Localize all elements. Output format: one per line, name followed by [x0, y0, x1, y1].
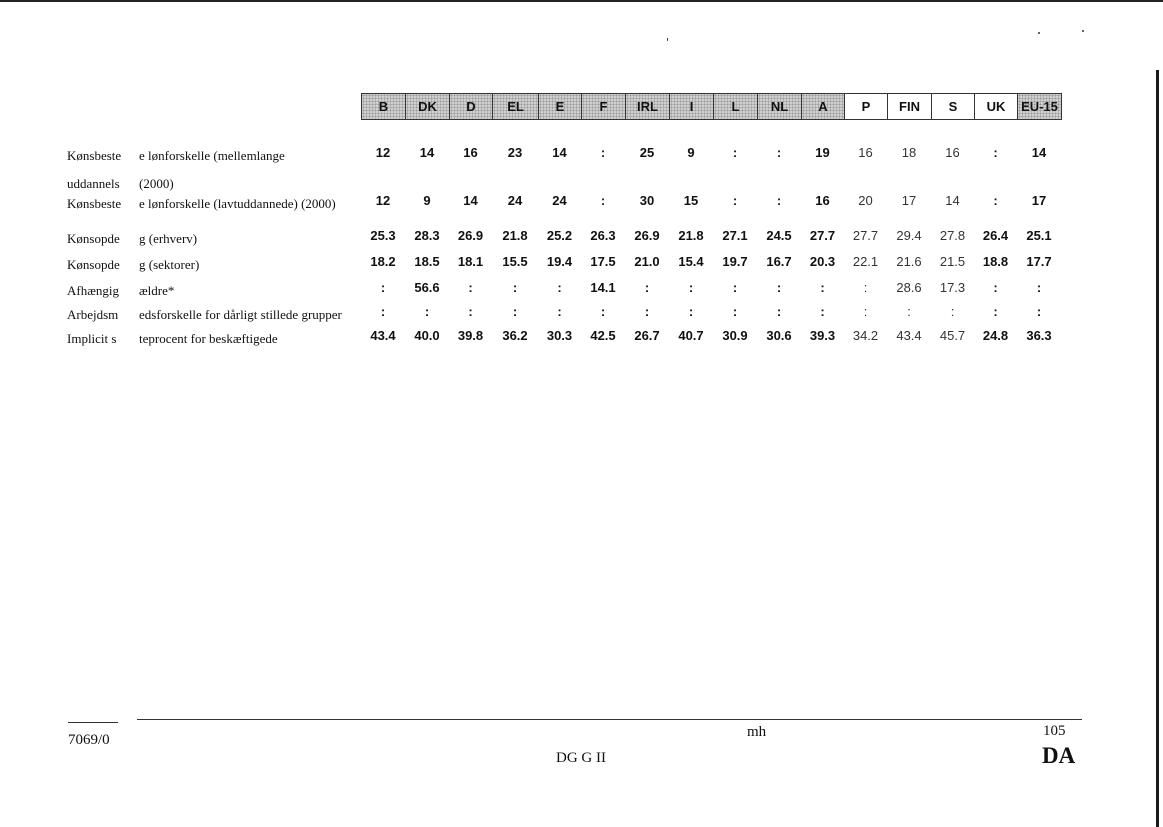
- column-header: NL: [758, 93, 802, 120]
- table-cell: 17.3: [939, 280, 966, 295]
- table-cell: 17.5: [590, 254, 616, 269]
- row-label: [67, 176, 174, 192]
- table-cell: :: [1036, 304, 1042, 319]
- row-label-start: Kønsbeste: [67, 196, 122, 211]
- table-cell: 16: [945, 145, 960, 160]
- table-cell: 29.4: [896, 228, 922, 243]
- table-cell: 26.4: [982, 228, 1009, 243]
- table-cell: :: [424, 304, 430, 319]
- table-cell: 30.9: [722, 328, 748, 343]
- row-label: [67, 283, 174, 299]
- row-label: [67, 148, 285, 164]
- column-header: F: [582, 93, 626, 120]
- table-cell: 14: [1031, 145, 1047, 160]
- footer-rule-long: [137, 719, 1082, 720]
- table-cell: 27.1: [722, 228, 748, 243]
- table-cell: :: [993, 193, 998, 208]
- table-cell: :: [776, 304, 782, 319]
- column-header: A: [802, 93, 845, 120]
- table-cell: 43.4: [896, 328, 922, 343]
- table-cell: 9: [687, 145, 695, 160]
- table-cell: 26.9: [634, 228, 660, 243]
- directorate-label: DG G II: [556, 750, 606, 766]
- language-code: DA: [1042, 743, 1076, 768]
- row-label-start: Kønsopde: [67, 257, 120, 272]
- row-label-end: e lønforskelle (lavtuddannede) (2000): [139, 196, 336, 211]
- table-cell: 30: [639, 193, 655, 208]
- row-label-start: Kønsbeste: [67, 148, 122, 163]
- table-cell: 27.7: [809, 228, 836, 243]
- top-border-rule: [0, 0, 1163, 2]
- column-header: L: [714, 93, 758, 120]
- table-row: [361, 145, 1061, 160]
- table-cell: 18: [901, 145, 917, 160]
- table-cell: :: [644, 304, 650, 319]
- table-cell: 27.7: [852, 228, 879, 243]
- table-cell: 18.8: [982, 254, 1009, 269]
- table-row: [361, 304, 1061, 319]
- table-cell: :: [950, 304, 955, 319]
- table-cell: 39.3: [809, 328, 836, 343]
- row-label-end: g (sektorer): [139, 257, 200, 272]
- table-cell: 43.4: [370, 328, 396, 343]
- table-cell: 9: [423, 193, 431, 208]
- table-cell: 21.6: [896, 254, 922, 269]
- table-cell: 14: [552, 145, 567, 160]
- table-row: [361, 328, 1061, 343]
- column-header: D: [450, 93, 493, 120]
- table-cell: 14: [945, 193, 960, 208]
- column-header: FIN: [888, 93, 932, 120]
- table-cell: 28.3: [414, 228, 440, 243]
- table-cell: 18.1: [457, 254, 484, 269]
- table-cell: 22.1: [852, 254, 879, 269]
- table-cell: :: [732, 280, 738, 295]
- table-cell: :: [512, 280, 518, 295]
- table-cell: 18.5: [414, 254, 440, 269]
- column-header: EL: [493, 93, 539, 120]
- table-cell: :: [688, 304, 694, 319]
- table-cell: :: [468, 280, 473, 295]
- table-row: [361, 228, 1061, 243]
- table-cell: 18.2: [370, 254, 396, 269]
- table-cell: 40.7: [678, 328, 704, 343]
- table-cell: 16: [463, 145, 478, 160]
- table-cell: 14.1: [590, 280, 616, 295]
- table-cell: 39.8: [457, 328, 484, 343]
- table-cell: :: [557, 280, 562, 295]
- table-cell: 45.7: [939, 328, 966, 343]
- table-cell: 12: [375, 193, 391, 208]
- table-cell: :: [993, 304, 998, 319]
- table-cell: 34.2: [852, 328, 879, 343]
- table-cell: :: [820, 280, 825, 295]
- table-cell: 15.4: [678, 254, 704, 269]
- table-cell: 36.2: [502, 328, 528, 343]
- table-cell: 16: [858, 145, 873, 160]
- row-label-start: Arbejdsm: [67, 307, 119, 322]
- table-cell: :: [380, 280, 386, 295]
- country-header-row: [361, 93, 1062, 120]
- table-row: [361, 280, 1061, 295]
- table-cell: 42.5: [590, 328, 616, 343]
- table-cell: :: [732, 304, 738, 319]
- page-number: 105: [1043, 723, 1066, 739]
- table-cell: 30.3: [546, 328, 573, 343]
- row-label: [67, 331, 278, 347]
- table-cell: :: [1036, 280, 1042, 295]
- table-cell: 25.2: [546, 228, 573, 243]
- table-cell: 14: [463, 193, 478, 208]
- table-cell: :: [380, 304, 386, 319]
- table-cell: 16.7: [766, 254, 792, 269]
- table-cell: 12: [375, 145, 391, 160]
- column-header: B: [361, 93, 406, 120]
- column-header: IRL: [626, 93, 670, 120]
- row-label-start: Implicit s: [67, 331, 117, 346]
- row-label-end: edsforskelle for dårligt stillede grupper: [139, 307, 342, 322]
- table-cell: 15: [683, 193, 699, 208]
- row-label-end: (2000): [139, 176, 174, 191]
- row-label-start: uddannels: [67, 176, 120, 191]
- table-cell: :: [993, 145, 998, 160]
- table-row: [361, 254, 1061, 269]
- table-cell: 24: [552, 193, 567, 208]
- table-cell: 23: [507, 145, 523, 160]
- table-cell: :: [688, 280, 694, 295]
- table-cell: 36.3: [1026, 328, 1052, 343]
- table-cell: 17: [1031, 193, 1047, 208]
- table-cell: :: [863, 280, 868, 295]
- scan-edge-rule: [1156, 70, 1159, 827]
- row-label-start: Afhængig: [67, 283, 119, 298]
- table-cell: 20.3: [809, 254, 836, 269]
- table-cell: 17: [901, 193, 917, 208]
- footer-rule-short: [68, 722, 118, 723]
- table-cell: 21.5: [939, 254, 966, 269]
- column-header: P: [845, 93, 888, 120]
- table-cell: 19.4: [546, 254, 573, 269]
- scan-speck: [667, 38, 668, 41]
- scan-speck: [1082, 30, 1084, 32]
- row-label-start: Kønsopde: [67, 231, 120, 246]
- table-cell: :: [820, 304, 825, 319]
- row-label: [67, 231, 197, 247]
- column-header: UK: [975, 93, 1018, 120]
- column-header: DK: [406, 93, 450, 120]
- table-cell: 14: [419, 145, 435, 160]
- table-cell: :: [468, 304, 473, 319]
- table-cell: 16: [815, 193, 830, 208]
- table-cell: 21.8: [502, 228, 528, 243]
- table-cell: 19.7: [722, 254, 748, 269]
- table-cell: 26.3: [590, 228, 616, 243]
- table-cell: 24.8: [982, 328, 1009, 343]
- row-label-end: teprocent for beskæftigede: [139, 331, 278, 346]
- table-cell: :: [600, 193, 606, 208]
- table-cell: :: [776, 193, 782, 208]
- table-cell: :: [644, 280, 650, 295]
- table-cell: 26.9: [457, 228, 484, 243]
- table-cell: :: [993, 280, 998, 295]
- table-cell: :: [732, 145, 738, 160]
- table-row: [361, 193, 1061, 208]
- table-cell: :: [776, 280, 782, 295]
- table-cell: 17.7: [1026, 254, 1052, 269]
- scan-speck: [1038, 32, 1040, 34]
- table-cell: 27.8: [939, 228, 966, 243]
- table-cell: :: [557, 304, 562, 319]
- table-cell: 15.5: [502, 254, 528, 269]
- table-cell: :: [776, 145, 782, 160]
- row-label: [67, 196, 336, 212]
- author-initials: mh: [747, 724, 767, 740]
- table-cell: :: [600, 145, 606, 160]
- row-label-end: g (erhverv): [139, 231, 198, 246]
- table-cell: 28.6: [896, 280, 922, 295]
- table-cell: 25: [639, 145, 655, 160]
- row-label-end: e lønforskelle (mellemlange: [139, 148, 285, 163]
- table-cell: 30.6: [766, 328, 792, 343]
- column-header: I: [670, 93, 714, 120]
- table-cell: 25.3: [370, 228, 396, 243]
- table-cell: 24: [507, 193, 523, 208]
- column-header: E: [539, 93, 582, 120]
- table-cell: 26.7: [634, 328, 660, 343]
- row-label-end: ældre*: [139, 283, 175, 298]
- table-cell: 21.8: [678, 228, 704, 243]
- table-cell: :: [863, 304, 868, 319]
- document-code: 7069/0: [68, 732, 110, 748]
- table-cell: :: [732, 193, 738, 208]
- table-cell: 21.0: [634, 254, 660, 269]
- table-cell: 20: [858, 193, 873, 208]
- table-cell: 25.1: [1026, 228, 1052, 243]
- row-label: [67, 257, 199, 273]
- table-cell: 24.5: [766, 228, 792, 243]
- table-cell: 56.6: [414, 280, 440, 295]
- table-cell: 19: [815, 145, 830, 160]
- table-cell: :: [907, 304, 911, 319]
- table-cell: :: [600, 304, 606, 319]
- table-cell: :: [512, 304, 518, 319]
- table-cell: 40.0: [414, 328, 440, 343]
- column-header: S: [932, 93, 975, 120]
- row-label: [67, 307, 342, 323]
- column-header: EU-15: [1018, 93, 1062, 120]
